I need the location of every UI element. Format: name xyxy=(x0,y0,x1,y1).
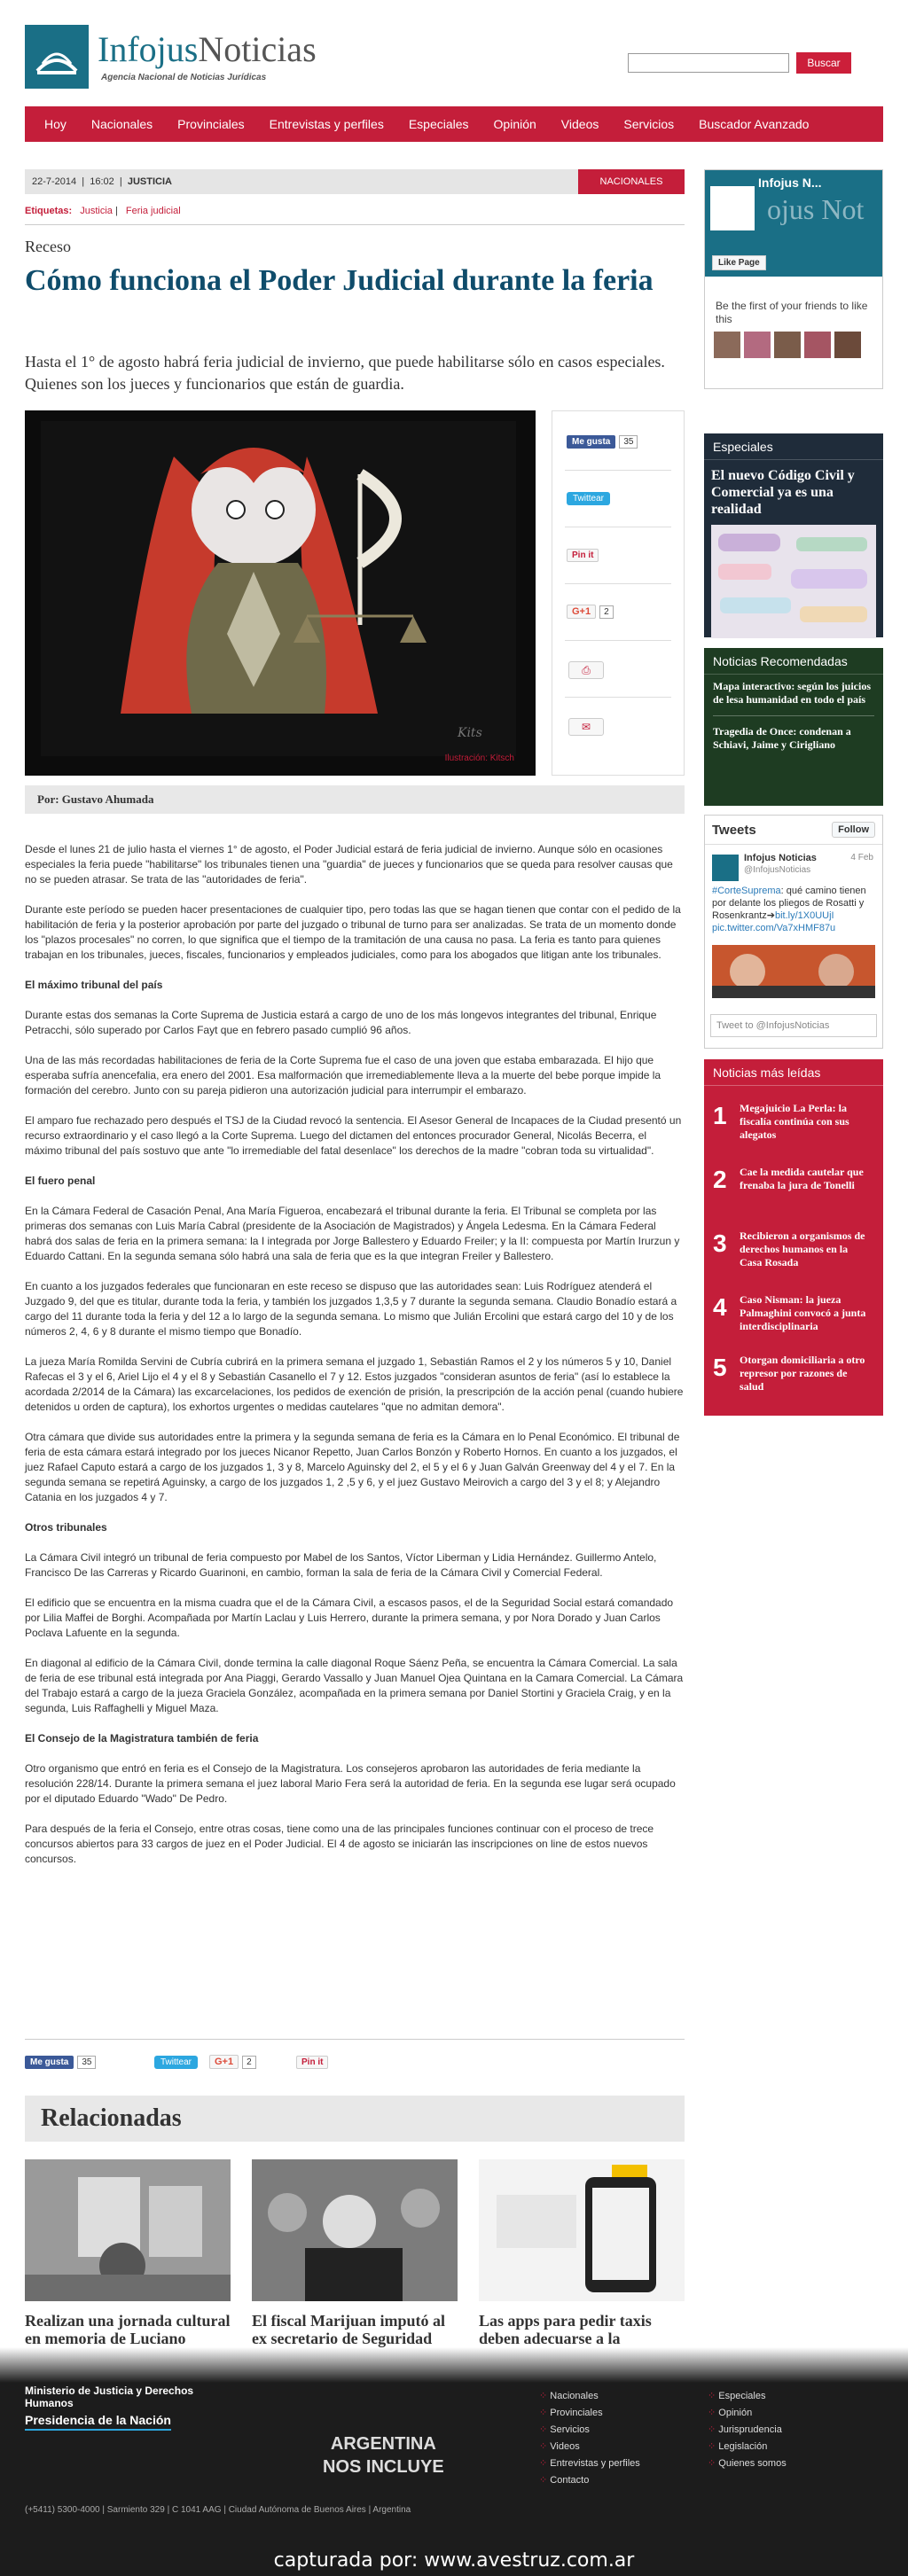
body-paragraph: Otra cámara que divide sus autoridades entre la primera y la segunda semana de feria es la Cámara en lo Penal Económico. El tribunal de feria de esta cámara estará integrado por los jueces Nicanor Repetto, Juan Carlos Bonzón y Roberto Hornos. En cuanto a los juzgados, el juez Rafael Caputo estará a cargo de los juzgados 1, 3 y 8, Marcelo Aguinsky del 2, el 5 y el 6 y Juan Galván Greenway del 4 y el 7. En la segunda semana se repetirá Aguinsky, a cargo de los juzgados 1, 2 ,5 y 6, y el juez Gustavo Meirovich a cargo del 3 y el 8; y Alejandro Catania en los juzgados 4 y 7. xyxy=(25,1431,680,1503)
facebook-count: 35 xyxy=(619,435,638,449)
divider xyxy=(565,697,671,698)
body-paragraph: El edificio que se encuentra en la misma cuadra que el de la Cámara Civil, a escasos pasos, el de la Seguridad Social estará comandado por Lilia Maffei de Borghi. Acompañada por Martín Laclau y Luis Herrero, durante la primera semana, y por Nora Dorado y Juan Carlos Poclava Lafuente en la segunda. xyxy=(25,1596,674,1639)
article-time: 16:02 xyxy=(90,176,114,187)
tags-row: Etiquetas: Justicia | Feria judicial xyxy=(25,206,181,216)
recommended-item[interactable]: Tragedia de Once: condenan a Schiavi, Jaime y Cirigliano xyxy=(713,725,851,751)
capture-watermark: capturada por: www.avestruz.com.ar xyxy=(273,2549,635,2572)
footer-link[interactable]: ⁘ Entrevistas y perfiles xyxy=(539,2455,640,2472)
nav-videos[interactable]: Videos xyxy=(560,117,599,131)
body-paragraph: Para después de la feria el Consejo, entre otras cosas, tiene como una de las principales funciones continuar con el proceso de trece concursos abiertos para 33 cargos de juez en el Poder Judicial. El 4 de agosto se iniciarán las inscripciones on line de estos nuevos concursos. xyxy=(25,1823,654,1865)
nav-hoy[interactable]: Hoy xyxy=(44,117,67,131)
most-read-rank: 3 xyxy=(713,1229,727,1257)
nav-servicios[interactable]: Servicios xyxy=(623,117,675,131)
presidency-name[interactable]: Presidencia de la Nación xyxy=(25,2413,171,2431)
most-read-rank: 1 xyxy=(713,1102,727,1129)
share-column xyxy=(552,410,685,776)
svg-text:Kits: Kits xyxy=(458,726,482,740)
recommended-item[interactable]: Mapa interactivo: según los juicios de lesa humanidad en todo el país xyxy=(713,680,871,706)
tweet-avatar[interactable] xyxy=(712,855,739,881)
site-logo[interactable] xyxy=(25,23,380,85)
facebook-page-widget xyxy=(704,169,883,389)
site-header xyxy=(25,20,883,90)
facebook-cover-text: ojus Not xyxy=(767,193,865,225)
most-read-title[interactable]: Cae la medida cautelar que frenaba la jura de Tonelli xyxy=(740,1166,864,1191)
footer-link[interactable]: ⁘ Especiales xyxy=(708,2388,787,2405)
facebook-count: 35 xyxy=(77,2056,96,2069)
tweet-reply-input[interactable]: Tweet to @InfojusNoticias xyxy=(710,1014,877,1037)
facebook-friends-text: Be the first of your friends to like this xyxy=(716,300,868,325)
related-item[interactable] xyxy=(25,2159,231,2365)
facebook-friend-avatar[interactable] xyxy=(804,332,831,358)
most-read-title[interactable]: Caso Nisman: la jueza Palmaghini convocó a junta interdisciplinaria xyxy=(740,1293,866,1332)
footer-link[interactable]: ⁘ Contacto xyxy=(539,2472,640,2489)
nav-buscador-avanzado[interactable]: Buscador Avanzado xyxy=(699,117,810,131)
date-bar: 22-7-2014 | 16:02 | JUSTICIA xyxy=(25,169,685,194)
most-read-rank: 4 xyxy=(713,1293,727,1321)
divider xyxy=(25,224,685,225)
most-read-item[interactable] xyxy=(704,1100,883,1162)
article-lead: Hasta el 1° de agosto habrá feria judicial de invierno, que puede habilitarse sólo en casos especiales. Quienes son los jueces y funcionarios que están de guardia. xyxy=(25,353,665,393)
facebook-page-avatar[interactable] xyxy=(710,186,755,230)
footer-link[interactable]: ⁘ Servicios xyxy=(539,2422,640,2439)
divider xyxy=(565,583,671,584)
nav-especiales[interactable]: Especiales xyxy=(408,117,469,131)
logo-name: InfojusNoticias xyxy=(98,29,317,69)
tweets-heading: Tweets xyxy=(712,823,756,838)
facebook-like[interactable] xyxy=(567,434,638,447)
facebook-friend-avatar[interactable] xyxy=(714,332,740,358)
footer-link[interactable]: ⁘ Nacionales xyxy=(539,2388,640,2405)
article-body xyxy=(25,842,685,1882)
body-paragraph: Una de las más recordadas habilitaciones de feria de la Corte Suprema fue el caso de una joven que estaba embarazada. El hijo que esperaba sufría anencefalia, era enero del 2001. Esa malformación que irremediablemente lleva a la muerte del bebe porque impide la formación del cerebro. Junto con su pareja pidieron una autorización judicial para interrumpir el embarazo. xyxy=(25,1054,661,1097)
body-paragraph: En diagonal al edificio de la Cámara Civil, donde termina la calle diagonal Roque Sáenz Peña, se encuentra la Cámara Comercial. La sala de feria de ese tribunal está integrada por Ana Piaggi, Gerardo Vassallo y Juan Manuel Ojea Quintana en la Camara Comercial. La Cámara del Trabajo estará a cargo de la jueza Graciela González, acompañada en la primera semana por Daniel Stortini y Graciela Craig, y en la segunda, Luis Raffaghelli y Miguel Maza. xyxy=(25,1657,684,1714)
nav-provinciales[interactable]: Provinciales xyxy=(177,117,245,131)
divider xyxy=(713,715,874,716)
footer-link[interactable]: ⁘ Legislación xyxy=(708,2439,787,2455)
logo-subtitle: Agencia Nacional de Noticias Jurídicas xyxy=(101,73,267,82)
pinterest-share[interactable] xyxy=(567,548,599,560)
recommended-widget xyxy=(704,648,883,806)
envelope-icon: ✉ xyxy=(581,721,591,733)
body-subheading: El máximo tribunal del país xyxy=(25,979,163,991)
tweet-link[interactable]: bit.ly/1X0UUjI xyxy=(774,910,834,921)
especial-image[interactable] xyxy=(711,525,876,638)
body-paragraph: Durante este período se pueden hacer presentaciones de cualquier tipo, pero todas las que se hagan tienen que contar con el pedido de la habilitación de feria y la posterior aprobación por parte del juzgado o tribunal de turno para ser analizadas. Se trata de un momento donde los "plazos procesales" no corren, lo que significa que el tiempo de la tramitación de una causa no pasa. La feria es tanto para quienes trabajan en los tribunales, jueces, fiscales, funcionarios y empleados judiciales, como para los abogados que litigan ante los tribunales. xyxy=(25,903,681,961)
facebook-friend-avatar[interactable] xyxy=(744,332,771,358)
print-icon: ⎙ xyxy=(582,664,591,676)
body-subheading: El fuero penal xyxy=(25,1175,96,1187)
email-button[interactable] xyxy=(568,718,604,736)
twitter-share[interactable] xyxy=(567,491,610,503)
nav-nacionales[interactable]: Nacionales xyxy=(90,117,153,131)
bottom-share-bar xyxy=(25,2055,685,2074)
related-item[interactable] xyxy=(252,2159,458,2365)
footer-links-col-2 xyxy=(708,2388,787,2472)
facebook-friend-avatar[interactable] xyxy=(774,332,801,358)
ministry-name[interactable]: Ministerio de Justicia y Derechos Humanos xyxy=(25,2385,194,2409)
twitter-share[interactable] xyxy=(154,2055,198,2067)
body-paragraph: En cuanto a los juzgados federales que funcionaran en este receso se dispuso que las autoridades sean: Luis Rodríguez atenderá el Juzgado 9, del que es titular, durante toda la feria, y también los juzgados 1,3,5 y 7 durante la segunda semana. Claudio Bonadío estará a cargo del 11 durante toda la feria y del 12 a lo largo de la segunda semana. Lo mismo que Julián Ercolini que estará cargo del 10 y de los números 2, 4, 6 y 8 durante el mismo tiempo que Bonadío. xyxy=(25,1280,677,1338)
widget-heading: Noticias más leídas xyxy=(704,1059,883,1086)
most-read-title[interactable]: Recibieron a organismos de derechos humanos en la Casa Rosada xyxy=(740,1229,865,1268)
most-read-title[interactable]: Megajuicio La Perla: la fiscalía continúa con sus alegatos xyxy=(740,1102,849,1141)
related-title[interactable]: Realizan una jornada cultural en memoria de Luciano xyxy=(25,2312,231,2347)
tweet-user-handle[interactable]: @InfojusNoticias xyxy=(744,865,811,875)
footer-link[interactable]: ⁘ Jurisprudencia xyxy=(708,2422,787,2439)
footer-link[interactable]: ⁘ Videos xyxy=(539,2439,640,2455)
article-illustration xyxy=(25,410,536,776)
facebook-like-button[interactable]: Me gusta xyxy=(25,2056,74,2069)
twitter-timeline-widget xyxy=(704,815,883,1049)
most-read-rank: 2 xyxy=(713,1166,727,1193)
pinterest-button[interactable]: Pin it xyxy=(567,549,599,562)
search-input[interactable] xyxy=(628,53,789,73)
related-image[interactable] xyxy=(252,2159,458,2301)
footer-links-col-1 xyxy=(539,2388,640,2489)
facebook-like-button[interactable]: Me gusta xyxy=(567,435,615,449)
body-paragraph: Durante estas dos semanas la Corte Suprema de Justicia estará a cargo de uno de los más longevos integrantes del tribunal, Enrique Petracchi, sólo superado por Carlos Fayt que en febrero pasado cumplió 96 años. xyxy=(25,1009,657,1036)
tags-label: Etiquetas: xyxy=(25,206,73,216)
facebook-like-page-button[interactable]: Like Page xyxy=(712,255,766,270)
twitter-follow-button[interactable]: Follow xyxy=(832,822,875,838)
tweet-link[interactable]: pic.twitter.com/Va7xHMF87u xyxy=(712,923,836,933)
argentina-slogan: ARGENTINA NOS INCLUYE xyxy=(323,2434,444,2477)
gplus-count: 2 xyxy=(599,605,614,619)
footer-link[interactable]: ⁘ Quienes somos xyxy=(708,2455,787,2472)
body-paragraph: La jueza María Romilda Servini de Cubría cubrirá en la primera semana el juzgado 1, Sebastián Ramos el 2 y los números 5 y 10, Daniel Rafecas el 3 y el 6, Ariel Lijo el 4 y el 8 y Sebastián Casanello el 7 y 12. Estos juzgados "consideran asuntos de feria" (así lo establece la acordada 2/2014 de la Cámara) las excarcelaciones, los pedidos de exención de prisión, la prescripción de la acción penal (cuando hubiere detenidos u orden de captura), los exhortos urgentes o medidas cautelares "que no admitan demora". xyxy=(25,1355,684,1413)
divider xyxy=(705,844,882,845)
related-item[interactable] xyxy=(479,2159,685,2365)
pinterest-button[interactable]: Pin it xyxy=(296,2056,328,2069)
body-paragraph: El amparo fue rechazado pero después el TSJ de la Ciudad revocó la sentencia. El Asesor General de Incapaces de la Ciudad presentó un recurso extraordinario y el caso llegó a la Corte Suprema. Luego del dictamen del entonces procurador General, Nicolás Becerra, el máximo tribunal del país sostuvo que ante "lo irremediable del fatal desenlace" los derechos de la madre "cobran toda su virtualidad". xyxy=(25,1114,682,1157)
facebook-page-name[interactable]: Infojus N... xyxy=(758,176,822,190)
tweet-date[interactable]: 4 Feb xyxy=(850,853,873,863)
photo-credit: Ilustración: Kitsch xyxy=(444,753,514,763)
footer-address: (+5411) 5300-4000 | Sarmiento 329 | C 1041 AAG | Ciudad Autónoma de Buenos Aires | Argentina xyxy=(25,2505,411,2515)
facebook-like[interactable] xyxy=(25,2055,96,2067)
gplus-button[interactable]: G+1 xyxy=(567,605,596,619)
most-read-item[interactable] xyxy=(704,1352,883,1414)
most-read-rank: 5 xyxy=(713,1354,727,1381)
especial-title[interactable]: El nuevo Código Civil y Comercial ya es una realidad xyxy=(711,468,855,517)
related-heading: Relacionadas xyxy=(25,2096,685,2142)
article-kicker: Receso xyxy=(25,238,71,255)
article-title: Cómo funciona el Poder Judicial durante la feria xyxy=(25,264,654,297)
category-badge[interactable]: NACIONALES xyxy=(578,169,685,194)
related-image[interactable] xyxy=(479,2159,685,2301)
gplus-button[interactable]: G+1 xyxy=(209,2055,239,2069)
footer-link[interactable]: ⁘ Provinciales xyxy=(539,2405,640,2422)
widget-heading: Noticias Recomendadas xyxy=(704,648,883,675)
body-subheading: El Consejo de la Magistratura también de feria xyxy=(25,1732,259,1745)
twitter-share-button[interactable]: Twittear xyxy=(567,492,610,505)
related-title[interactable]: El fiscal Marijuan imputó al ex secretario de Seguridad xyxy=(252,2312,446,2347)
divider xyxy=(565,640,671,641)
most-read-title[interactable]: Otorgan domiciliaria a otro represor por razones de salud xyxy=(740,1354,865,1393)
facebook-friend-avatar[interactable] xyxy=(834,332,861,358)
most-read-widget xyxy=(704,1059,883,1416)
body-paragraph: Desde el lunes 21 de julio hasta el viernes 1° de agosto, el Poder Judicial estará de feria judicial de invierno. Aunque sólo en ocasiones especiales la feria puede "habilitarse" los tribunales tienen una "guardia" de jueces y funcionarios que se queda para resolver causas que no se pueden atrasar. Se trata de las "autoridades de feria". xyxy=(25,843,673,886)
main-nav xyxy=(25,106,883,142)
article-date: 22-7-2014 xyxy=(32,176,77,187)
body-paragraph: Otro organismo que entró en feria es el Consejo de la Magistratura. Los consejeros aprobaron las autoridades de feria mediante la resolución 228/14. Durante la primera semana el juez laboral Mario Fera será la autoridad de feria. En la segunda ese lugar será ocupado por el diputado Eduardo "Wado" De Pedro. xyxy=(25,1762,676,1805)
search-button[interactable]: Buscar xyxy=(796,52,851,74)
divider xyxy=(565,470,671,471)
especiales-widget xyxy=(704,433,883,637)
illustration-artwork xyxy=(41,421,516,756)
nav-opinion[interactable]: Opinión xyxy=(493,117,536,131)
nav-entrevistas[interactable]: Entrevistas y perfiles xyxy=(269,117,384,131)
footer-link[interactable]: ⁘ Opinión xyxy=(708,2405,787,2422)
gplus-share[interactable] xyxy=(567,605,614,617)
twitter-share-button[interactable]: Twittear xyxy=(154,2056,198,2069)
tweet-hashtag[interactable]: #CorteSuprema xyxy=(712,886,781,896)
body-paragraph: La Cámara Civil integró un tribunal de feria compuesto por Mabel de los Santos, Víctor Liberman y Lidia Hernández. Guillermo Antelo, Francisco De las Carreras y Ricardo Guarinoni, en cambio, forman la sala de feria de la Cámara Civil y Comercial Federal. xyxy=(25,1551,657,1579)
facebook-cover[interactable] xyxy=(705,170,882,277)
most-read-item[interactable] xyxy=(704,1292,883,1354)
pinterest-share[interactable] xyxy=(296,2055,328,2067)
logo-mark xyxy=(25,25,89,89)
tweet-user-name[interactable]: Infojus Noticias xyxy=(744,853,817,863)
tag-link[interactable]: Feria judicial xyxy=(125,206,181,216)
related-image[interactable] xyxy=(25,2159,231,2301)
print-button[interactable] xyxy=(568,661,604,679)
gplus-count: 2 xyxy=(242,2056,256,2069)
divider xyxy=(25,2039,685,2040)
tweet-text: #CorteSuprema: qué camino tienen por delante los pliegos de Rosatti y Rosenkrantz➔bit.ly/1X0UUjI pic.twitter.com/Va7xHMF87u xyxy=(712,886,866,933)
body-subheading: Otros tribunales xyxy=(25,1521,107,1534)
related-title[interactable]: Las apps para pedir taxis deben adecuarse a la xyxy=(479,2312,652,2347)
tag-link[interactable]: Justicia xyxy=(80,206,113,216)
gplus-share[interactable] xyxy=(209,2055,256,2067)
widget-heading: Especiales xyxy=(704,433,883,460)
most-read-item[interactable] xyxy=(704,1164,883,1226)
tweet-image[interactable] xyxy=(712,945,875,998)
most-read-item[interactable] xyxy=(704,1228,883,1290)
article-byline: Por: Gustavo Ahumada xyxy=(25,785,685,814)
article-section: JUSTICIA xyxy=(127,176,172,187)
body-paragraph: En la Cámara Federal de Casación Penal, Ana María Figueroa, encabezará el tribunal durante la feria. El Tribunal se completa por las primeras dos semanas con Luis María Cabral (presidente de la Asociación de Magistrados) y Ángela Ledesma. En la Cámara Federal habrá dos salas de feria en la primera semana: la I integrada por Jorge Ballestero y Eduardo Freiler; y la II: compuesta por Martín Irurzun y Eduardo Cattani. En la segunda semana sólo habrá una sala de feria que es la que integran Freiler y Ballestero. xyxy=(25,1205,680,1262)
